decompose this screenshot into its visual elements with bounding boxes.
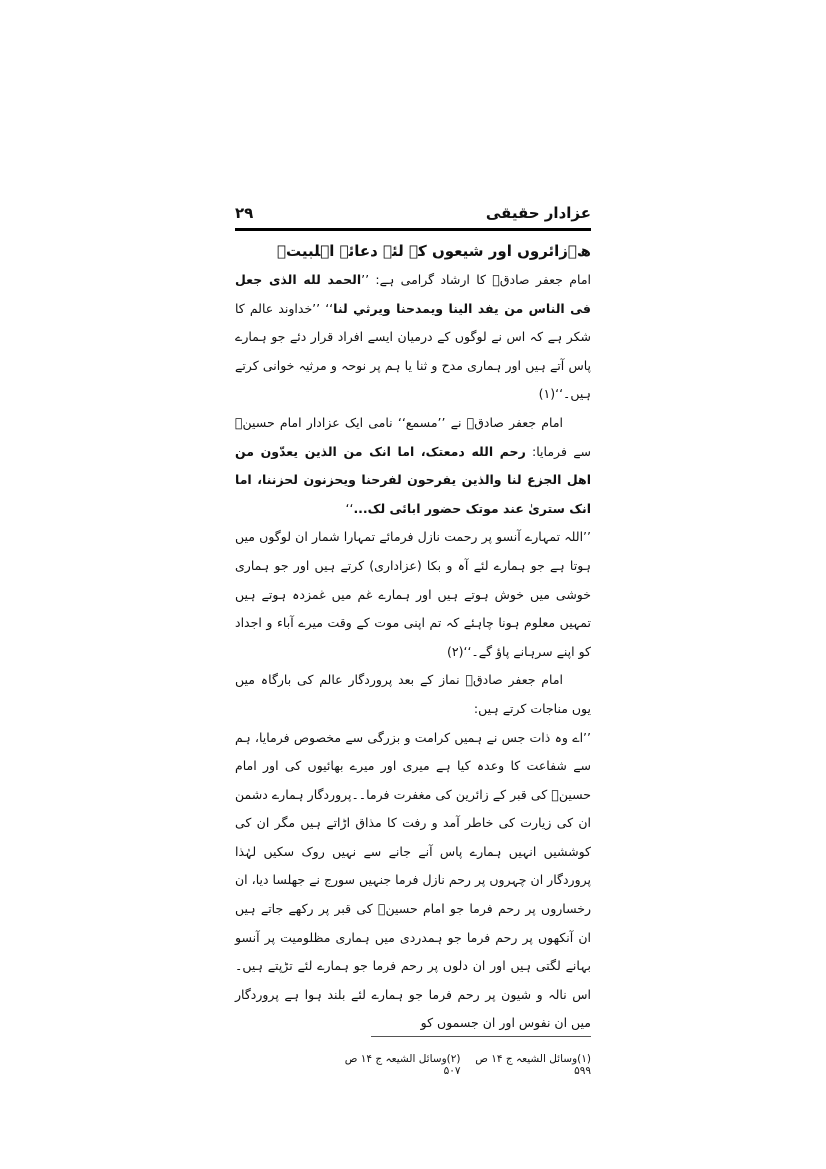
footnotes [330,1053,591,1077]
footnote-2: (۲)وسائل الشیعہ ج ۱۴ ص ۵۰۷ [344,1053,461,1077]
paragraph-5-text: ’’اے وہ ذات جس نے ہمیں کرامت و بزرگی سے مخصوص فرمایا، ہم سے شفاعت کا وعدہ کیا ہے میری اور میرے بھائیوں کی اور امام حسینؑ کی قبر کے زائرین کی مغفرت فرما۔۔پروردگار ہمارے دشمن ان کی زیارت کی خاطر آمد و رفت کا مذاق اڑاتے ہیں مگر ان کی کوششیں انہیں ہمارے پاس آنے جانے سے نہیں روک سکیں لہٰذا پروردگار ان چہروں پر رحم نازل فرما جنہیں سورج نے جھلسا دیا، ان رخساروں پر رحم فرما جو امام حسینؑ کی قبر پر رکھے جاتے ہیں ان آنکھوں پر رحم فرما جو ہمدردی میں ہماری مظلومیت پر آنسو بہانے لگتی ہیں اور ان دلوں پر رحم فرما جو ہمارے لئے تڑپتے ہیں۔ اس نالہ و شیون پر رحم فرما جو ہمارے لئے بلند ہوا ہے پروردگار میں ان نفوس اور ان جسموں کو [235,729,591,1031]
paragraph-1-suffix: ‘‘ ’’خداوند عالم کا شکر ہے کہ اس نے لوگوں کے درمیان ایسے افراد قرار دئے جو ہمارے پاس آتے ہیں اور ہماری مدح و ثنا یا ہم پر نوحہ و مرثیہ خوانی کرتے ہیں۔‘‘(۱) [235,300,591,402]
paragraph-3-text: ’’اللہ تمہارے آنسو پر رحمت نازل فرمائے تمہارا شمار ان لوگوں میں ہوتا ہے جو ہمارے لئے آہ و بکا (عزاداری) کرتے ہیں اور جو ہماری خوشی میں خوش ہوتے ہیں اور ہمارے غم میں غمزدہ ہوتے ہیں تمہیں معلوم ہونا چاہئے کہ تم اپنی موت کے وقت میرے آباء و اجداد کو اپنے سرہانے پاؤ گے۔‘‘(۲) [235,529,591,659]
paragraph-2 [235,409,591,523]
paragraph-5 [235,724,591,1039]
page-body [235,236,591,1038]
header-title: عزادار حقیقی [485,204,591,222]
paragraph-1-prefix: امام جعفر صادقؑ کا ارشاد گرامی ہے: ’’ [361,272,591,287]
arabic-quote-2: رحم الله دمعتک، اما انک من الذين يعدّون من اهل الجزع لنا والذين يفرحون لفرحنا ويحزنون لحزننا، اما انک سترىٰ عند موتک حضور ابائى لک... [235,443,591,516]
paragraph-1 [235,266,591,409]
paragraph-4-text: امام جعفر صادقؑ نماز کے بعد پروردگار عالم کی بارگاہ میں یوں مناجات کرتے ہیں: [235,672,591,716]
section-heading: ھ۔زائروں اور شیعوں کے لئے دعائے اہلبیتؑ [277,242,591,260]
footnote-rule [371,1036,591,1037]
header-rule [235,228,591,231]
page-number: ۲۹ [235,204,254,222]
paragraph-2-prefix: امام جعفر صادقؑ نے ’’مسمع‘‘ نامی ایک عزادار امام حسینؑ سے فرمایا: [235,414,591,459]
footnote-1: (۱)وسائل الشیعہ ج ۱۴ ص ۵۹۹ [475,1053,591,1077]
paragraph-3 [235,523,591,666]
running-header [235,204,591,226]
arabic-quote-1: الحمد لله الذى جعل فى الناس من يفد الينا ويمدحنا ويرثي لنا [235,272,591,316]
paragraph-2-suffix: ‘‘ [345,500,354,516]
paragraph-4 [235,666,591,723]
